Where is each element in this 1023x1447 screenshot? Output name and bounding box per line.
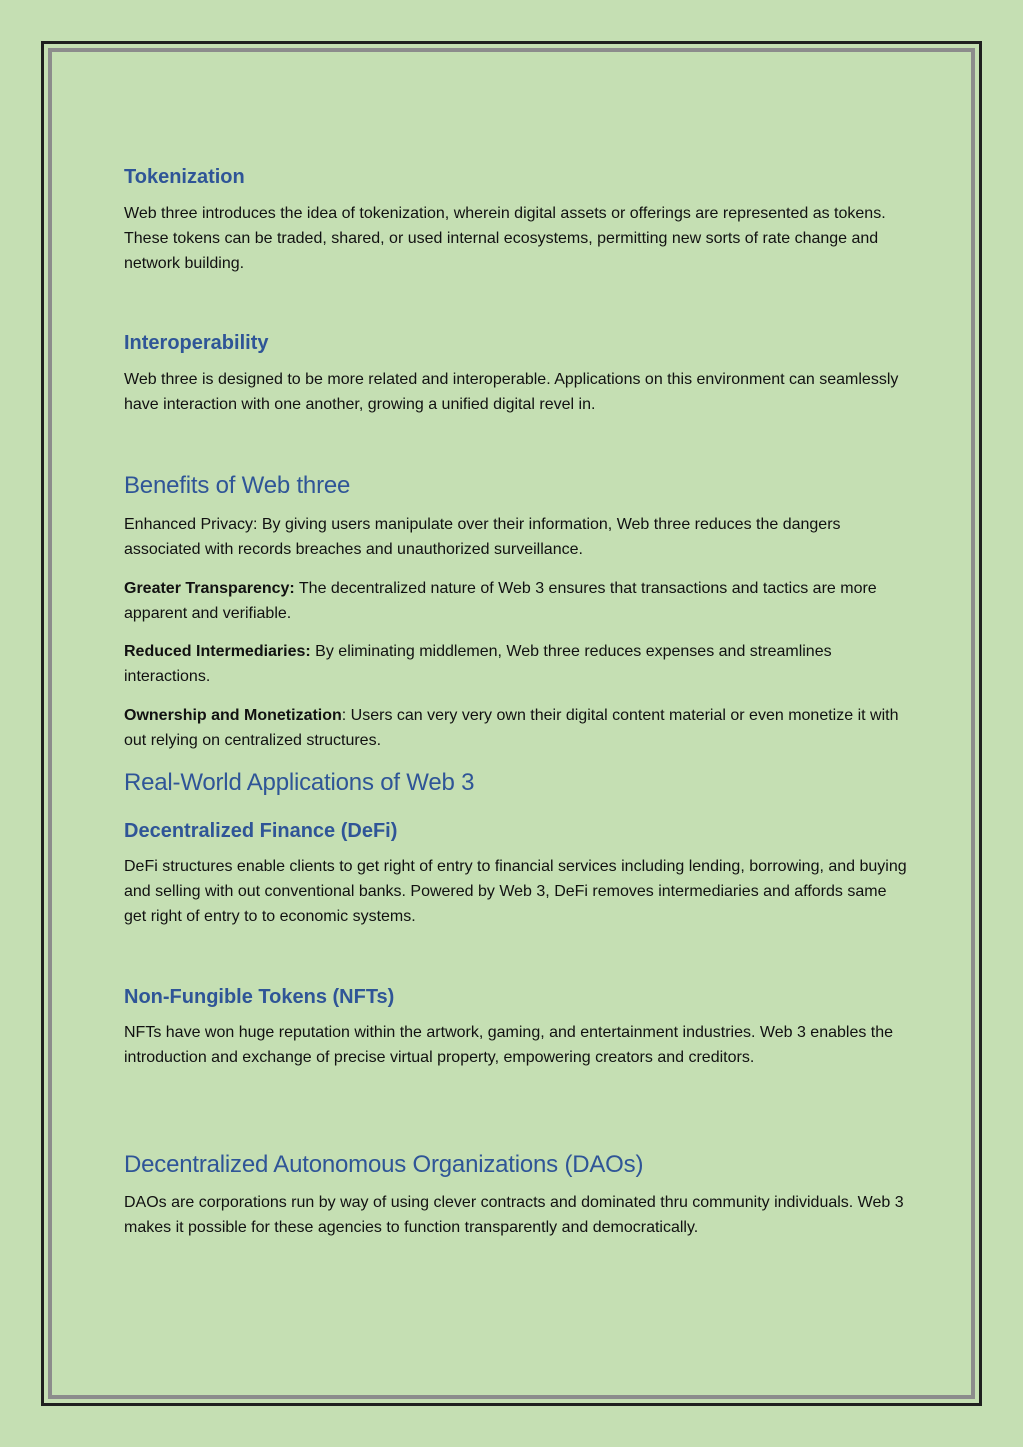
heading-nfts: Non-Fungible Tokens (NFTs)	[124, 986, 395, 1008]
paragraph-reduced-intermediaries	[124, 639, 909, 689]
paragraph-defi: DeFi structures enable clients to get right of entry to financial services including lending, borrowing, and buying and selling with out conventional banks. Powered by Web 3, DeFi removes intermediaries and affords same get right of entry to to economic systems.	[124, 858, 907, 925]
heading-real-world-applications: Real-World Applications of Web 3	[124, 769, 475, 796]
paragraph-interoperability: Web three is designed to be more related and interoperable. Applications on this environment can seamlessly have interaction with one another, growing a unified digital revel in.	[124, 371, 899, 413]
heading-daos: Decentralized Autonomous Organizations (DAOs)	[124, 1151, 644, 1178]
text-greater-transparency: The decentralized nature of Web 3 ensures that transactions and tactics are more apparent and verifiable.	[124, 580, 877, 622]
heading-defi: Decentralized Finance (DeFi)	[124, 820, 398, 842]
heading-benefits: Benefits of Web three	[124, 472, 351, 499]
text-reduced-intermediaries: By eliminating middlemen, Web three reduces expenses and streamlines interactions.	[124, 643, 832, 685]
paragraph-nfts: NFTs have won huge reputation within the artwork, gaming, and entertainment industries. Web 3 enables the introduction and exchange of precise virtual property, empowering creators and creditors.	[124, 1024, 894, 1066]
paragraph-ownership-monetization	[124, 703, 909, 753]
label-ownership-monetization: Ownership and Monetization	[124, 707, 342, 724]
text-ownership-monetization: : Users can very very own their digital content material or even monetize it with out relying on centralized structures.	[124, 707, 899, 749]
heading-tokenization: Tokenization	[124, 166, 245, 188]
label-greater-transparency: Greater Transparency:	[124, 580, 295, 597]
paragraph-daos: DAOs are corporations run by way of using clever contracts and dominated thru community individuals. Web 3 makes it possible for these agencies to function transparently and democratically.	[124, 1194, 904, 1236]
heading-interoperability: Interoperability	[124, 332, 269, 354]
paragraph-tokenization: Web three introduces the idea of tokenization, wherein digital assets or offerings are represented as tokens. These tokens can be traded, shared, or used internal ecosystems, permitting new sorts of rate change and network building.	[124, 205, 886, 272]
paragraph-enhanced-privacy: Enhanced Privacy: By giving users manipulate over their information, Web three reduces the dangers associated with records breaches and unauthorized surveillance.	[124, 516, 841, 558]
label-reduced-intermediaries: Reduced Intermediaries:	[124, 643, 311, 660]
paragraph-greater-transparency	[124, 576, 909, 626]
